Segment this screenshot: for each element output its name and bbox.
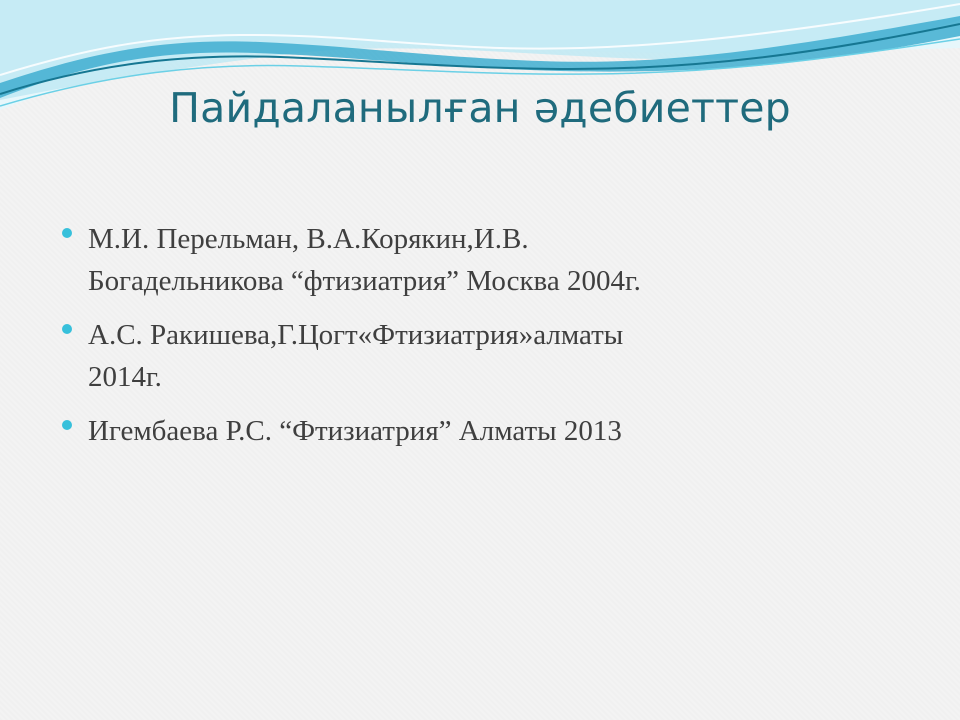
- reference-content: [58, 218, 878, 464]
- reference-list: [58, 218, 878, 452]
- slide-title: Пайдаланылған әдебиеттер: [169, 84, 791, 132]
- reference-text: М.И. Перельман, В.А.Корякин,И.В. Богадельникова “фтизиатрия” Москва 2004г.: [88, 223, 641, 297]
- reference-text: Игембаева Р.С. “Фтизиатрия” Алматы 2013: [88, 415, 622, 447]
- bullet-icon: [62, 228, 72, 238]
- reference-text: А.С. Ракишева,Г.Цогт«Фтизиатрия»алматы 2014г.: [88, 319, 624, 393]
- reference-item-3: [58, 410, 878, 452]
- reference-item-1: [58, 218, 878, 302]
- bullet-icon: [62, 420, 72, 430]
- reference-item-2: [58, 314, 878, 398]
- bullet-icon: [62, 324, 72, 334]
